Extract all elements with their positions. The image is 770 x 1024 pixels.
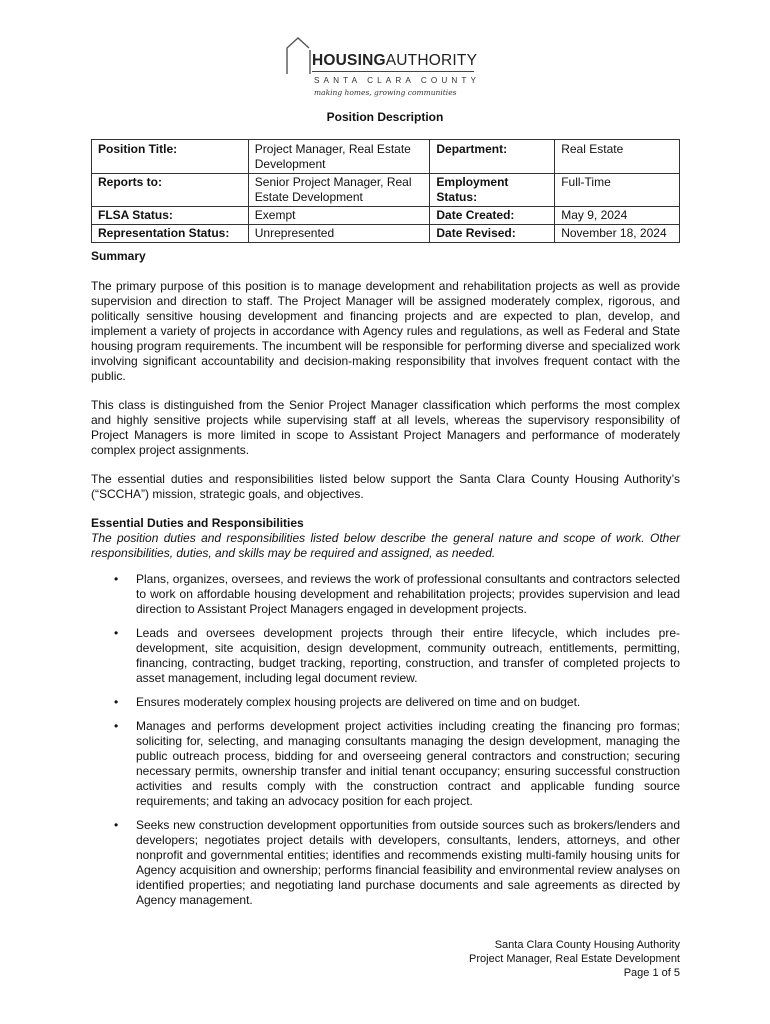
- bullet-icon: •: [114, 572, 119, 586]
- position-info-table: [91, 139, 680, 243]
- summary-paragraph: The essential duties and responsibilities listed below support the Santa Clara County Housing Authority’s (“SCCHA”) mission, strategic goals, and objectives.: [91, 472, 680, 501]
- duties-intro: The position duties and responsibilities listed below describe the general nature and scope of work. Other responsibilities, duties, and skills may be required and assigned, as needed.: [91, 531, 680, 560]
- housing-authority-logo: [284, 36, 484, 98]
- duty-text: Leads and oversees development projects through their entire lifecycle, which includes pre-development, site acquisition, design development, community outreach, entitlements, permitting, financing, contracting, budget tracking, reporting, construction, and transfer of completed projects to asset management, including legal document review.: [136, 626, 680, 685]
- logo-divider: [312, 71, 474, 72]
- page-number: Page 1 of 5: [623, 967, 680, 979]
- table-row: [92, 140, 680, 174]
- bullet-icon: •: [114, 626, 119, 640]
- table-row: [92, 207, 680, 225]
- date-revised-value: November 18, 2024: [555, 225, 680, 243]
- duty-text: Plans, organizes, oversees, and reviews the work of professional consultants and contractors selected to work on affordable housing development and rehabilitation projects; provides supervision and lead direction to Assistant Project Managers engaged in development projects.: [136, 572, 680, 616]
- bullet-icon: •: [114, 719, 119, 733]
- list-item: [91, 719, 680, 809]
- summary-paragraph: The primary purpose of this position is to manage development and rehabilitation projects as well as provide supervision and direction to staff. The Project Manager will be assigned moderately complex, rigorous, and politically sensitive housing development and financing projects and are expected to plan, develop, and implement a variety of projects in accordance with Agency rules and regulations, as well as Federal and State housing program requirements. The incumbent will be responsible for performing diverse and specialized work involving significant accountability and decision-making responsibility that involves frequent contact with the public.: [91, 279, 680, 383]
- duties-heading: Essential Duties and Responsibilities: [91, 516, 304, 530]
- list-item: [91, 818, 680, 908]
- logo-tagline: making homes, growing communities: [314, 88, 457, 97]
- table-row: [92, 174, 680, 207]
- reports-to-value: Senior Project Manager, Real Estate Development: [248, 174, 430, 207]
- flsa-status-label: FLSA Status:: [92, 207, 249, 225]
- table-row: [92, 225, 680, 243]
- representation-status-value: Unrepresented: [248, 225, 430, 243]
- employment-status-label: Employment Status:: [430, 174, 555, 207]
- bullet-icon: •: [114, 695, 119, 709]
- position-title-value: Project Manager, Real Estate Development: [248, 140, 430, 174]
- list-item: [91, 626, 680, 686]
- employment-status-value: Full-Time: [555, 174, 680, 207]
- bullet-icon: •: [114, 818, 119, 832]
- document-title: Position Description: [326, 110, 444, 124]
- footer-position: Project Manager, Real Estate Development: [469, 953, 680, 965]
- date-revised-label: Date Revised:: [430, 225, 555, 243]
- document-body: [91, 249, 680, 917]
- department-value: Real Estate: [555, 140, 680, 174]
- summary-paragraph: This class is distinguished from the Senior Project Manager classification which performs the most complex and highly sensitive projects while supervising staff at all levels, whereas the supervisory responsibility of Project Managers is more limited in scope to Assistant Project Managers and performance of moderately complex project assignments.: [91, 398, 680, 457]
- list-item: [91, 572, 680, 617]
- date-created-label: Date Created:: [430, 207, 555, 225]
- duty-text: Seeks new construction development opportunities from outside sources such as brokers/lenders and developers; negotiates project details with developers, consultants, lenders, attorneys, and other nonprofit and governmental entities; identifies and recommends existing multi-family housing units for Agency acquisition and ownership; performs financial feasibility and environmental review analyses on identified properties; and negotiating land purchase documents and sale agreements as directed by Agency management.: [136, 818, 680, 907]
- page-footer: [469, 938, 680, 980]
- position-title-label: Position Title:: [92, 140, 249, 174]
- logo-wordmark: HOUSINGAUTHORITY: [312, 52, 478, 69]
- duty-text: Ensures moderately complex housing projects are delivered on time and on budget.: [136, 695, 581, 709]
- flsa-status-value: Exempt: [248, 207, 430, 225]
- list-item: [91, 695, 680, 710]
- duty-text: Manages and performs development project activities including creating the financing pro formas; soliciting for, selecting, and managing consultants managing the design development, managing the public outreach process, bidding for and overseeing general contractors and construction; securing necessary permits, ownership transfer and initial tenant occupancy; ensuring successful construction activities and results comply with the construction contract and applicable funding source requirements; and taking an advocacy position for each project.: [136, 719, 680, 808]
- duties-list: [91, 572, 680, 908]
- house-outline-icon: [284, 36, 314, 76]
- logo-county: SANTA CLARA COUNTY: [314, 76, 481, 85]
- footer-org: Santa Clara County Housing Authority: [494, 939, 680, 951]
- reports-to-label: Reports to:: [92, 174, 249, 207]
- department-label: Department:: [430, 140, 555, 174]
- date-created-value: May 9, 2024: [555, 207, 680, 225]
- representation-status-label: Representation Status:: [92, 225, 249, 243]
- summary-heading: Summary: [91, 249, 146, 263]
